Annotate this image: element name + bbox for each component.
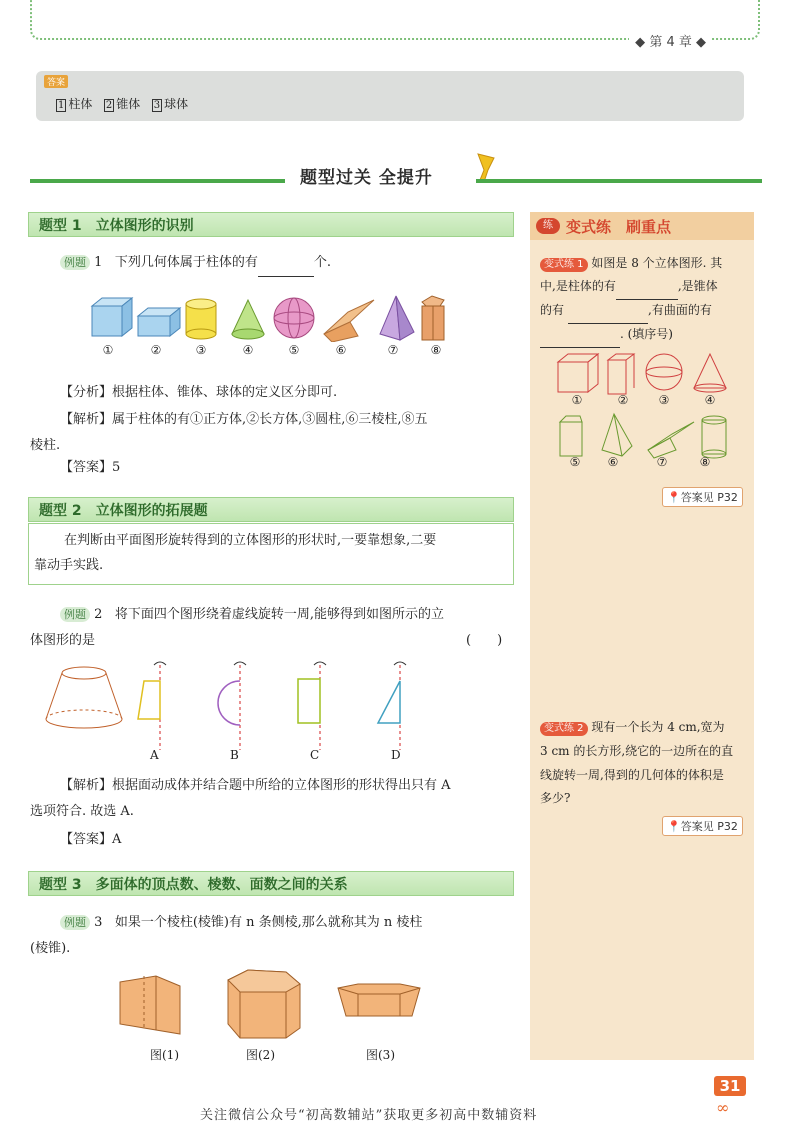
cone-shape — [232, 300, 264, 339]
option-c-label: C — [310, 748, 320, 762]
shape-label-3: ③ — [195, 343, 207, 357]
variant2-line-1 — [540, 714, 725, 740]
rotation-figures — [40, 655, 420, 755]
section-rule-left — [30, 179, 285, 183]
shape-label-8: ⑧ — [430, 343, 442, 357]
type2-tip-2: 靠动手实践. — [34, 558, 104, 573]
variant1-blank-2 — [568, 297, 648, 324]
example-number-3: 3 — [94, 915, 103, 930]
option-a-label: A — [150, 748, 159, 762]
answer-num-3: 3 — [153, 100, 161, 111]
type2-solution-1: 【解析】根据面动成体并结合题中所给的立体图形的形状得出只有 A — [60, 778, 451, 793]
option-d-label: D — [391, 748, 401, 762]
answer-text-3: 球体 — [164, 97, 189, 111]
variant1-blank-1 — [616, 273, 678, 300]
frustum-shape — [46, 667, 122, 728]
type3-question-1 — [60, 910, 422, 936]
section-rule-right — [476, 179, 762, 183]
type2-answer: 【答案】A — [60, 832, 122, 847]
shape-label-2: ② — [150, 343, 162, 357]
type3-question-2: (棱锥). — [30, 941, 71, 956]
variant1-text-1: 如图是 8 个立体图形. 其 — [591, 256, 723, 270]
type3-heading: 题型 3 多面体的顶点数、棱数、面数之间的关系 — [28, 871, 514, 896]
example-badge — [60, 255, 90, 270]
variant2-text-4: 多少? — [540, 791, 571, 805]
prism-figures — [110, 966, 470, 1042]
option-c-shape — [298, 662, 326, 750]
fig2-prism — [228, 970, 300, 1038]
fig1-prism — [120, 976, 180, 1034]
variant1-text-2b: ,是锥体 — [677, 279, 718, 293]
v1-label-7: ⑦ — [656, 455, 668, 469]
pyramid-shape — [380, 296, 414, 340]
example-number-2: 2 — [94, 607, 103, 622]
answer-num-1: 1 — [58, 100, 65, 111]
type2-paren: ( ) — [466, 633, 503, 648]
type1-solution-1: 【解析】属于柱体的有①正方体,②长方体,③圆柱,⑥三棱柱,⑧五 — [60, 412, 428, 427]
example-badge-2 — [60, 607, 90, 622]
cube-shape — [92, 298, 132, 336]
question-text-3: 如果一个棱柱(棱锥)有 n 条侧棱,那么就称其为 n 棱柱 — [114, 915, 423, 930]
question-text: 下列几何体属于柱体的有 — [114, 255, 258, 270]
variant1-figure — [552, 350, 742, 470]
variant1-text-3b: ,有曲面的有 — [648, 303, 712, 317]
footer-note: 关注微信公众号“初高数辅站”获取更多初高中数辅资料 — [200, 1108, 538, 1123]
variant1-see-answer[interactable] — [662, 487, 743, 507]
answer-num-2: 2 — [105, 100, 113, 111]
variant1-badge: 变式练 1 — [540, 258, 588, 272]
variant1-text-2: 中,是柱体的有 — [540, 279, 616, 293]
option-b-label: B — [230, 748, 239, 762]
option-a-shape — [138, 662, 166, 750]
shape-label-5: ⑤ — [288, 343, 300, 357]
fig3-prism — [338, 984, 420, 1016]
variant2-badge: 变式练 2 — [540, 722, 588, 736]
v1-label-3: ③ — [658, 393, 670, 407]
example-badge-text: 例题 — [64, 256, 86, 269]
v1-label-2: ② — [617, 393, 629, 407]
answer-line — [56, 95, 188, 112]
type1-analysis: 【分析】根据柱体、锥体、球体的定义区分即可. — [60, 385, 338, 400]
solids-figure-1 — [88, 292, 458, 342]
variant1-line-2 — [540, 273, 718, 300]
section-title: 题型过关 全提升 — [300, 168, 433, 188]
sphere-shape — [274, 298, 314, 338]
shape-label-7: ⑦ — [387, 343, 399, 357]
type2-question-2: 体图形的是 — [30, 633, 96, 648]
v1-label-6: ⑥ — [607, 455, 619, 469]
type2-heading: 题型 2 立体图形的拓展题 — [28, 497, 514, 522]
pin-icon-2: 📍 — [667, 820, 681, 833]
variant2-see-answer-text: 答案见 P32 — [680, 820, 738, 833]
example-badge-text-2: 例题 — [64, 608, 86, 621]
variant2-see-answer[interactable] — [662, 816, 743, 836]
v1-label-8: ⑧ — [699, 455, 711, 469]
answer-text-1: 柱体 — [68, 97, 93, 111]
type1-solution-2: 棱柱. — [30, 438, 61, 453]
chapter-tag: ◆ 第 4 章 ◆ — [629, 31, 712, 50]
option-d-shape — [378, 662, 406, 750]
answer-text-2: 锥体 — [116, 97, 141, 111]
cylinder-shape — [186, 299, 216, 339]
variant1-see-answer-text: 答案见 P32 — [680, 491, 738, 504]
chapter-label: 第 4 章 — [649, 35, 692, 50]
pentagonal-prism-shape — [422, 296, 444, 340]
question-tail: 个. — [313, 255, 331, 270]
type2-tip-1: 在判断由平面图形旋转得到的立体图形的形状时,一要靠想象,二要 — [64, 533, 437, 548]
v1-label-4: ④ — [704, 393, 716, 407]
v1-label-1: ① — [571, 393, 583, 407]
fig-label-1: 图(1) — [150, 1048, 179, 1062]
type1-answer: 【答案】5 — [60, 460, 121, 475]
question-text-2: 将下面四个图形绕着虚线旋转一周,能够得到如图所示的立 — [114, 607, 444, 622]
variant1-line-3 — [540, 297, 712, 324]
cuboid-shape — [138, 308, 180, 336]
example-badge-text-3: 例题 — [64, 916, 86, 929]
variant2-text-2: 3 cm 的长方形,绕它的一边所在的直 — [540, 744, 734, 758]
pin-icon: 📍 — [667, 491, 681, 504]
example-badge-3 — [60, 915, 90, 930]
variant2-text-3: 线旋转一周,得到的几何体的体积是 — [540, 768, 724, 782]
variant1-blank-3 — [540, 321, 620, 348]
shape-label-4: ④ — [242, 343, 254, 357]
page-number: 31 — [714, 1076, 746, 1096]
triangular-prism-shape — [324, 300, 374, 342]
type1-question — [60, 250, 331, 277]
variant1-line-4 — [540, 321, 673, 348]
v1-label-5: ⑤ — [569, 455, 581, 469]
shape-label-1: ① — [102, 343, 114, 357]
type1-heading: 题型 1 立体图形的识别 — [28, 212, 514, 237]
practice-icon: 练 — [536, 218, 560, 234]
option-b-shape — [218, 662, 246, 750]
type2-question-1 — [60, 602, 444, 628]
variant1-text-4: . (填序号) — [620, 327, 673, 341]
answer-badge: 答案 — [44, 75, 68, 88]
fig-label-3: 图(3) — [366, 1048, 395, 1062]
shape-label-6: ⑥ — [335, 343, 347, 357]
side-panel-title: 变式练 刷重点 — [566, 218, 672, 236]
type2-solution-2: 选项符合. 故选 A. — [30, 804, 134, 819]
variant1-text-3: 的有 — [540, 303, 565, 317]
answer-blank — [258, 250, 314, 277]
variant2-text-1: 现有一个长为 4 cm,宽为 — [591, 720, 725, 734]
infinity-icon: ∞ — [716, 1098, 730, 1117]
fig-label-2: 图(2) — [246, 1048, 275, 1062]
example-number: 1 — [94, 255, 103, 270]
